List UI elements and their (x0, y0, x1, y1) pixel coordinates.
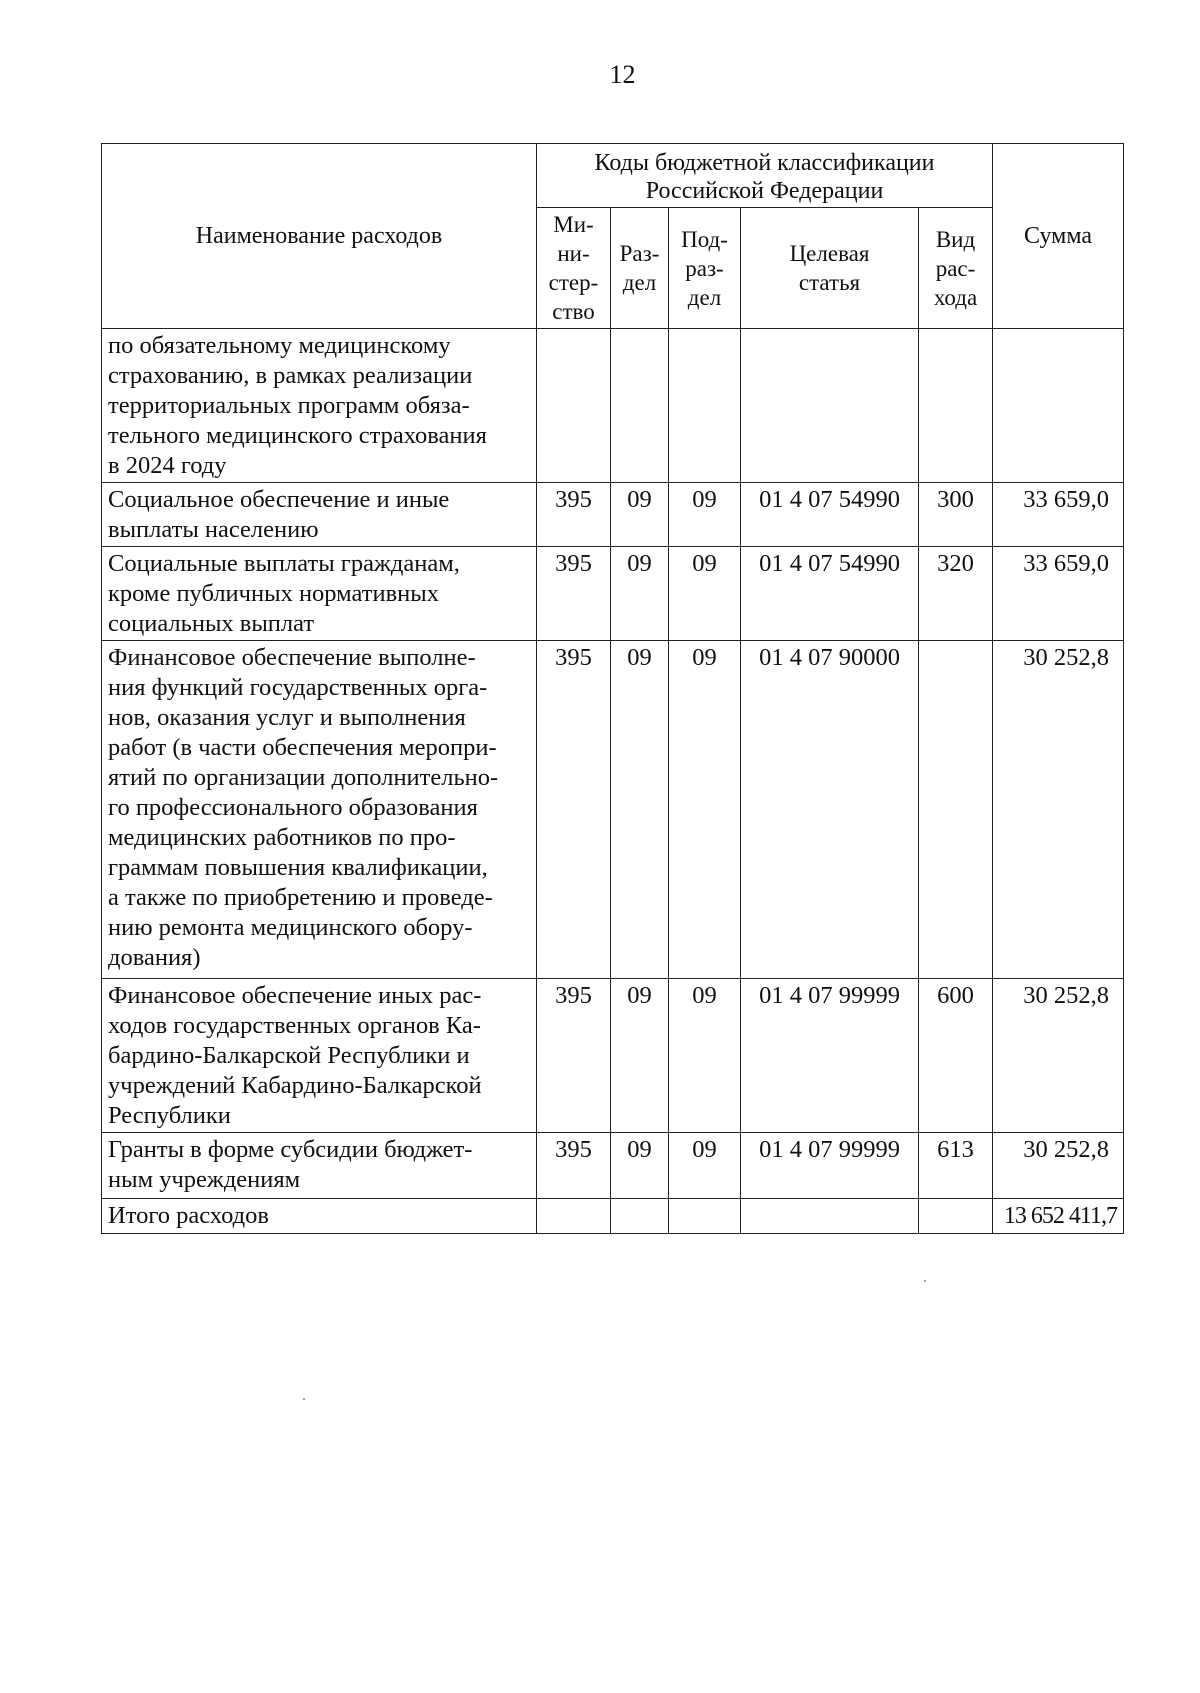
row-target: 01 4 07 54990 (741, 483, 919, 547)
header-codes-group: Коды бюджетной классификации Российской Федерации (537, 144, 993, 208)
row-ministry: 395 (537, 979, 611, 1133)
table-row (102, 1133, 1124, 1199)
row-sum: 30 252,8 (993, 979, 1124, 1133)
row-type: 320 (919, 547, 993, 641)
table-row (102, 329, 1124, 483)
row-section: 09 (611, 641, 669, 979)
row-target: 01 4 07 99999 (741, 1133, 919, 1199)
total-empty-cell (919, 1199, 993, 1234)
row-type: 300 (919, 483, 993, 547)
row-section: 09 (611, 979, 669, 1133)
row-ministry: 395 (537, 641, 611, 979)
row-sum: 33 659,0 (993, 483, 1124, 547)
row-sum (993, 329, 1124, 483)
header-ministry: Ми- ни- стер- ство (537, 208, 611, 329)
row-target: 01 4 07 54990 (741, 547, 919, 641)
row-type (919, 329, 993, 483)
row-type: 600 (919, 979, 993, 1133)
row-target (741, 329, 919, 483)
row-subsection (669, 329, 741, 483)
table-row (102, 641, 1124, 979)
row-name: по обязательному медицинскому страхованию, в рамках реализации территориальных программ обяза- тельного медицинского страхования в 2024 году (102, 329, 537, 483)
row-name: Финансовое обеспечение выполне- ния функций государственных орга- нов, оказания услуг и выполнения работ (в части обеспечения меропри- ятий по организации дополнительно- го профессионального образования медицинских работников по про- граммам повышения квалификации, а также по приобретению и проведе- нию ремонта медицинского обору- дования) (102, 641, 537, 979)
row-subsection: 09 (669, 1133, 741, 1199)
row-subsection: 09 (669, 641, 741, 979)
table-body (102, 329, 1124, 1234)
header-expense-type: Вид рас- хода (919, 208, 993, 329)
total-empty-cell (669, 1199, 741, 1234)
row-ministry (537, 329, 611, 483)
total-row (102, 1199, 1124, 1234)
row-sum: 33 659,0 (993, 547, 1124, 641)
row-sum: 30 252,8 (993, 641, 1124, 979)
scan-speck (303, 1398, 305, 1400)
row-target: 01 4 07 90000 (741, 641, 919, 979)
total-empty-cell (611, 1199, 669, 1234)
row-section (611, 329, 669, 483)
header-subsection: Под- раз- дел (669, 208, 741, 329)
budget-table (101, 143, 1124, 1234)
total-label: Итого расходов (102, 1199, 537, 1234)
scan-speck (924, 1280, 926, 1282)
total-empty-cell (537, 1199, 611, 1234)
row-ministry: 395 (537, 483, 611, 547)
row-name: Финансовое обеспечение иных рас- ходов государственных органов Ка- бардино-Балкарской Республики и учреждений Кабардино-Балкарской Республики (102, 979, 537, 1133)
table-row (102, 979, 1124, 1133)
row-type (919, 641, 993, 979)
header-target-article: Целевая статья (741, 208, 919, 329)
row-section: 09 (611, 547, 669, 641)
row-sum: 30 252,8 (993, 1133, 1124, 1199)
row-name: Гранты в форме субсидии бюджет- ным учреждениям (102, 1133, 537, 1199)
row-subsection: 09 (669, 547, 741, 641)
total-sum: 13 652 411,7 (993, 1199, 1124, 1234)
header-name: Наименование расходов (102, 144, 537, 329)
table-row (102, 483, 1124, 547)
row-ministry: 395 (537, 1133, 611, 1199)
header-sum: Сумма (993, 144, 1124, 329)
row-subsection: 09 (669, 979, 741, 1133)
row-subsection: 09 (669, 483, 741, 547)
header-section: Раз- дел (611, 208, 669, 329)
table-row (102, 547, 1124, 641)
row-section: 09 (611, 1133, 669, 1199)
page-number: 12 (609, 60, 636, 89)
row-name: Социальное обеспечение и иные выплаты населению (102, 483, 537, 547)
row-ministry: 395 (537, 547, 611, 641)
row-section: 09 (611, 483, 669, 547)
row-name: Социальные выплаты гражданам, кроме публичных нормативных социальных выплат (102, 547, 537, 641)
row-target: 01 4 07 99999 (741, 979, 919, 1133)
total-empty-cell (741, 1199, 919, 1234)
table-header (102, 144, 1124, 329)
row-type: 613 (919, 1133, 993, 1199)
